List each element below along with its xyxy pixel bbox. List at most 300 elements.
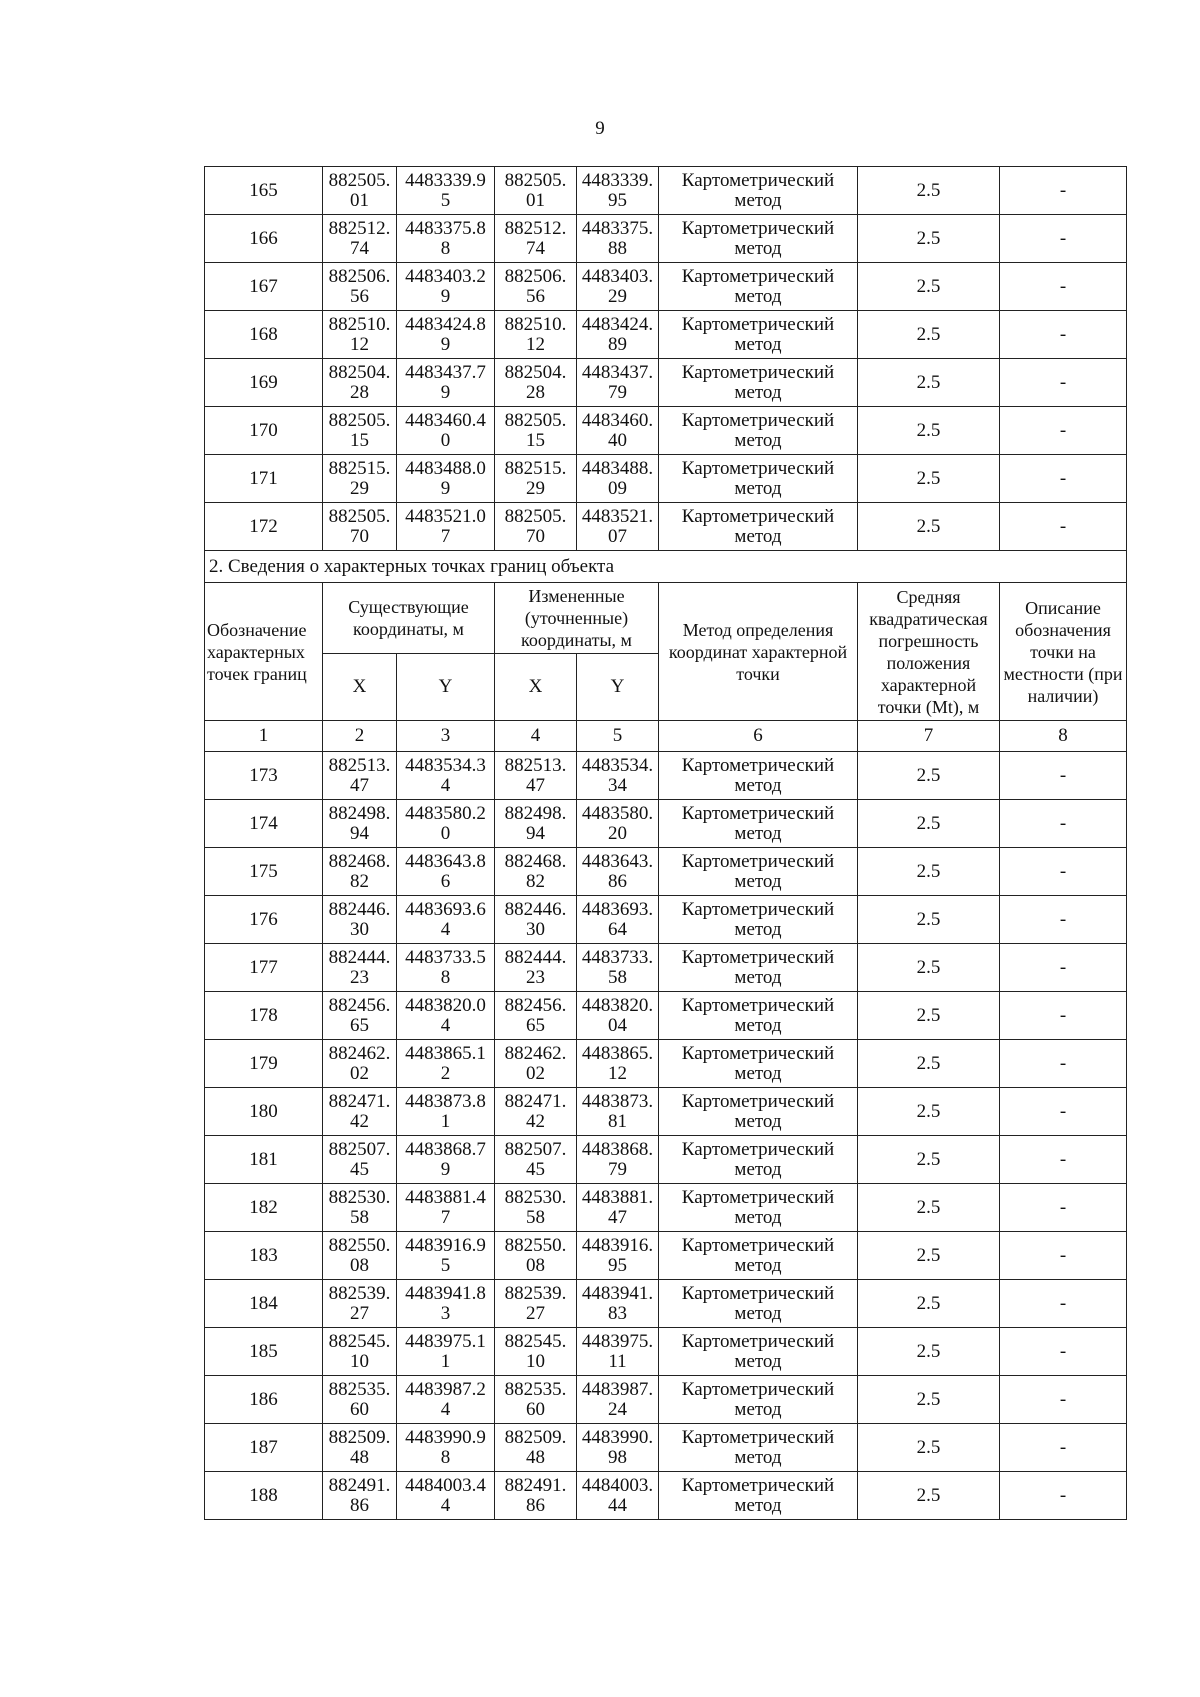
point-number: 169: [205, 359, 323, 407]
existing-x-line2: 08: [350, 1254, 369, 1276]
existing-x: [323, 1088, 397, 1136]
existing-x-line1: 882491.: [328, 1474, 391, 1496]
description-value: -: [1000, 311, 1127, 359]
error-value: 2.5: [858, 359, 1000, 407]
point-number: 183: [205, 1232, 323, 1280]
description-value: -: [1000, 455, 1127, 503]
column-number: 2: [323, 721, 397, 752]
changed-x-line2: 12: [526, 333, 545, 355]
method-line1: Картометрический: [681, 850, 835, 872]
changed-x-line1: 882513.: [504, 754, 567, 776]
changed-x: [495, 1280, 577, 1328]
existing-y-line1: 4483881.4: [405, 1186, 486, 1208]
existing-y-line2: 1: [440, 1110, 451, 1132]
changed-x: [495, 455, 577, 503]
existing-y-line2: 5: [440, 1254, 451, 1276]
existing-x-line1: 882539.: [328, 1282, 391, 1304]
method-line1: Картометрический: [681, 1186, 835, 1208]
existing-y: [397, 263, 495, 311]
existing-x: [323, 1280, 397, 1328]
existing-y: [397, 992, 495, 1040]
table-row: [205, 944, 1127, 992]
existing-y: [397, 503, 495, 551]
existing-x-line1: 882471.: [328, 1090, 391, 1112]
existing-x-line2: 58: [350, 1206, 369, 1228]
point-number: 187: [205, 1424, 323, 1472]
description-value: -: [1000, 167, 1127, 215]
changed-y-line1: 4483424.: [581, 313, 654, 335]
existing-x: [323, 407, 397, 455]
method: [659, 1088, 858, 1136]
changed-x: [495, 1328, 577, 1376]
changed-y: [577, 896, 659, 944]
existing-y-line1: 4483424.8: [405, 313, 486, 335]
existing-x-line1: 882513.: [328, 754, 391, 776]
table-row: [205, 1280, 1127, 1328]
point-number: 166: [205, 215, 323, 263]
description-value: -: [1000, 503, 1127, 551]
changed-x: [495, 1232, 577, 1280]
changed-y-line2: 58: [608, 966, 627, 988]
changed-y-line2: 95: [608, 189, 627, 211]
changed-y-line2: 24: [608, 1398, 627, 1420]
changed-y-line1: 4483375.: [581, 217, 654, 239]
changed-x: [495, 263, 577, 311]
point-number: 172: [205, 503, 323, 551]
existing-y-line1: 4483916.9: [405, 1234, 486, 1256]
changed-y: [577, 1472, 659, 1520]
existing-x: [323, 167, 397, 215]
point-number: 188: [205, 1472, 323, 1520]
method: [659, 455, 858, 503]
existing-x-line1: 882550.: [328, 1234, 391, 1256]
existing-x-line2: 47: [350, 774, 369, 796]
method-line1: Картометрический: [681, 994, 835, 1016]
existing-y-line1: 4483941.8: [405, 1282, 486, 1304]
method-line2: метод: [734, 525, 782, 547]
existing-x: [323, 1376, 397, 1424]
method-line2: метод: [734, 774, 782, 796]
existing-y: [397, 455, 495, 503]
existing-x-line1: 882462.: [328, 1042, 391, 1064]
changed-x-line1: 882498.: [504, 802, 567, 824]
existing-x: [323, 944, 397, 992]
existing-x: [323, 503, 397, 551]
changed-y-line2: 81: [608, 1110, 627, 1132]
changed-x-line1: 882539.: [504, 1282, 567, 1304]
method-line1: Картометрический: [681, 505, 835, 527]
existing-y-line1: 4483820.0: [405, 994, 486, 1016]
method-line1: Картометрический: [681, 1138, 835, 1160]
method-line2: метод: [734, 1158, 782, 1180]
method-line1: Картометрический: [681, 898, 835, 920]
changed-x-line1: 882550.: [504, 1234, 567, 1256]
existing-x-line2: 60: [350, 1398, 369, 1420]
existing-x: [323, 1328, 397, 1376]
existing-x-line1: 882505.: [328, 409, 391, 431]
changed-y: [577, 167, 659, 215]
method-line2: метод: [734, 918, 782, 940]
existing-y-line2: 4: [440, 774, 451, 796]
existing-y: [397, 1376, 495, 1424]
changed-y-line1: 4483693.: [581, 898, 654, 920]
existing-x: [323, 992, 397, 1040]
error-value: 2.5: [858, 407, 1000, 455]
existing-x: [323, 1472, 397, 1520]
changed-y-line1: 4483975.: [581, 1330, 654, 1352]
point-number: 182: [205, 1184, 323, 1232]
point-number: 168: [205, 311, 323, 359]
existing-y-line2: 8: [440, 1446, 451, 1468]
changed-y-line1: 4483987.: [581, 1378, 654, 1400]
point-number: 180: [205, 1088, 323, 1136]
method-line2: метод: [734, 1254, 782, 1276]
method: [659, 503, 858, 551]
existing-y-line1: 4483693.6: [405, 898, 486, 920]
table-row: [205, 503, 1127, 551]
point-number: 174: [205, 800, 323, 848]
existing-x: [323, 1040, 397, 1088]
changed-x-line2: 60: [526, 1398, 545, 1420]
changed-x-line2: 23: [526, 966, 545, 988]
method-line1: Картометрический: [681, 1330, 835, 1352]
existing-x-line1: 882504.: [328, 361, 391, 383]
table-body-bottom: [205, 752, 1127, 1520]
table-row: [205, 407, 1127, 455]
existing-y: [397, 1280, 495, 1328]
existing-y: [397, 1184, 495, 1232]
error-value: 2.5: [858, 800, 1000, 848]
existing-x: [323, 1184, 397, 1232]
changed-y: [577, 311, 659, 359]
description-value: -: [1000, 1472, 1127, 1520]
changed-y-line2: 86: [608, 870, 627, 892]
existing-x-line1: 882506.: [328, 265, 391, 287]
error-value: 2.5: [858, 1376, 1000, 1424]
existing-x-line2: 48: [350, 1446, 369, 1468]
changed-y: [577, 359, 659, 407]
header-point: Обозначение характерных точек границ: [205, 583, 323, 721]
existing-x-line2: 12: [350, 333, 369, 355]
description-value: -: [1000, 407, 1127, 455]
existing-y-line2: 6: [440, 870, 451, 892]
method: [659, 1280, 858, 1328]
existing-x-line2: 23: [350, 966, 369, 988]
point-number: 185: [205, 1328, 323, 1376]
existing-y: [397, 1328, 495, 1376]
existing-x-line2: 29: [350, 477, 369, 499]
description-value: -: [1000, 944, 1127, 992]
changed-y-line1: 4483820.: [581, 994, 654, 1016]
existing-y-line1: 4483987.2: [405, 1378, 486, 1400]
point-number: 167: [205, 263, 323, 311]
existing-y-line2: 1: [440, 1350, 451, 1372]
changed-y-line1: 4483865.: [581, 1042, 654, 1064]
method-line2: метод: [734, 870, 782, 892]
changed-y-line1: 4483990.: [581, 1426, 654, 1448]
column-number: 5: [577, 721, 659, 752]
method-line2: метод: [734, 237, 782, 259]
method: [659, 848, 858, 896]
existing-y-line2: 5: [440, 189, 451, 211]
header-error: Средняя квадратическая погрешность положения характерной точки (Mt), м: [858, 583, 1000, 721]
error-value: 2.5: [858, 896, 1000, 944]
changed-y-line1: 4483733.: [581, 946, 654, 968]
existing-y-line2: 9: [440, 333, 451, 355]
changed-y: [577, 1184, 659, 1232]
changed-x-line2: 74: [526, 237, 545, 259]
changed-y-line1: 4483403.: [581, 265, 654, 287]
existing-x-line1: 882509.: [328, 1426, 391, 1448]
error-value: 2.5: [858, 1328, 1000, 1376]
method: [659, 1424, 858, 1472]
existing-y: [397, 359, 495, 407]
existing-y: [397, 944, 495, 992]
existing-y-line1: 4483375.8: [405, 217, 486, 239]
existing-y-line1: 4483975.1: [405, 1330, 486, 1352]
changed-y-line2: 95: [608, 1254, 627, 1276]
method-line2: метод: [734, 1446, 782, 1468]
method: [659, 1472, 858, 1520]
column-number: 6: [659, 721, 858, 752]
method: [659, 800, 858, 848]
method: [659, 1040, 858, 1088]
changed-y: [577, 1136, 659, 1184]
changed-y-line1: 4483580.: [581, 802, 654, 824]
changed-x-line2: 70: [526, 525, 545, 547]
section-2-header: [205, 551, 1127, 752]
table-row: [205, 167, 1127, 215]
method-line2: метод: [734, 1398, 782, 1420]
method-line1: Картометрический: [681, 1234, 835, 1256]
table-row: [205, 359, 1127, 407]
existing-y-line2: 4: [440, 1494, 451, 1516]
description-value: -: [1000, 1232, 1127, 1280]
changed-x: [495, 1040, 577, 1088]
existing-x-line1: 882510.: [328, 313, 391, 335]
changed-y: [577, 848, 659, 896]
existing-y-line1: 4483521.0: [405, 505, 486, 527]
point-number: 179: [205, 1040, 323, 1088]
point-number: 173: [205, 752, 323, 800]
existing-x-line2: 42: [350, 1110, 369, 1132]
existing-x-line2: 56: [350, 285, 369, 307]
changed-x-line1: 882505.: [504, 505, 567, 527]
method: [659, 167, 858, 215]
changed-x: [495, 944, 577, 992]
changed-y-line2: 83: [608, 1302, 627, 1324]
method: [659, 1136, 858, 1184]
table-row: [205, 1088, 1127, 1136]
point-number: 181: [205, 1136, 323, 1184]
changed-y: [577, 944, 659, 992]
existing-y-line2: 9: [440, 381, 451, 403]
method-line1: Картометрический: [681, 1426, 835, 1448]
changed-x-line2: 27: [526, 1302, 545, 1324]
changed-x: [495, 848, 577, 896]
method-line1: Картометрический: [681, 1090, 835, 1112]
table-row: [205, 752, 1127, 800]
changed-y-line1: 4483868.: [581, 1138, 654, 1160]
changed-y: [577, 407, 659, 455]
existing-x-line1: 882512.: [328, 217, 391, 239]
method-line1: Картометрический: [681, 1378, 835, 1400]
existing-x-line1: 882444.: [328, 946, 391, 968]
changed-x-line1: 882530.: [504, 1186, 567, 1208]
existing-x-line1: 882498.: [328, 802, 391, 824]
method: [659, 896, 858, 944]
table-row: [205, 896, 1127, 944]
table-row: [205, 215, 1127, 263]
changed-x: [495, 311, 577, 359]
method-line2: метод: [734, 1350, 782, 1372]
changed-y-line2: 11: [608, 1350, 627, 1372]
error-value: 2.5: [858, 1424, 1000, 1472]
changed-x-line2: 94: [526, 822, 545, 844]
changed-x: [495, 1184, 577, 1232]
changed-x-line1: 882505.: [504, 169, 567, 191]
description-value: -: [1000, 752, 1127, 800]
table-row: [205, 455, 1127, 503]
method-line2: метод: [734, 285, 782, 307]
error-value: 2.5: [858, 752, 1000, 800]
changed-x-line1: 882444.: [504, 946, 567, 968]
changed-x-line1: 882456.: [504, 994, 567, 1016]
method-line1: Картометрический: [681, 217, 835, 239]
method-line2: метод: [734, 381, 782, 403]
existing-x: [323, 896, 397, 944]
changed-x-line2: 82: [526, 870, 545, 892]
existing-y-line2: 2: [440, 1062, 451, 1084]
table-row: [205, 848, 1127, 896]
changed-y: [577, 800, 659, 848]
method: [659, 1184, 858, 1232]
method-line2: метод: [734, 966, 782, 988]
existing-x-line2: 82: [350, 870, 369, 892]
point-number: 165: [205, 167, 323, 215]
changed-y-line1: 4483339.: [581, 169, 654, 191]
existing-y-line2: 0: [440, 429, 451, 451]
existing-x-line1: 882505.: [328, 169, 391, 191]
error-value: 2.5: [858, 992, 1000, 1040]
method-line1: Картометрический: [681, 1042, 835, 1064]
header-changed-x: X: [495, 654, 577, 721]
existing-x-line2: 02: [350, 1062, 369, 1084]
point-number: 175: [205, 848, 323, 896]
changed-x: [495, 800, 577, 848]
existing-x: [323, 1424, 397, 1472]
error-value: 2.5: [858, 1232, 1000, 1280]
method-line1: Картометрический: [681, 457, 835, 479]
changed-y-line2: 98: [608, 1446, 627, 1468]
page-number: 9: [595, 118, 605, 139]
table-row: [205, 1328, 1127, 1376]
error-value: 2.5: [858, 1136, 1000, 1184]
column-number: 7: [858, 721, 1000, 752]
existing-y-line1: 4483403.2: [405, 265, 486, 287]
method-line1: Картометрический: [681, 361, 835, 383]
method-line1: Картометрический: [681, 802, 835, 824]
existing-y-line1: 4483437.7: [405, 361, 486, 383]
table-row: [205, 992, 1127, 1040]
description-value: -: [1000, 1136, 1127, 1184]
description-value: -: [1000, 1280, 1127, 1328]
changed-x: [495, 896, 577, 944]
error-value: 2.5: [858, 1472, 1000, 1520]
existing-y: [397, 407, 495, 455]
changed-x-line2: 47: [526, 774, 545, 796]
existing-x-line1: 882515.: [328, 457, 391, 479]
changed-y-line2: 40: [608, 429, 627, 451]
changed-y: [577, 215, 659, 263]
changed-y-line1: 4484003.: [581, 1474, 654, 1496]
method-line2: метод: [734, 429, 782, 451]
existing-x: [323, 359, 397, 407]
changed-y: [577, 455, 659, 503]
coordinates-table: [204, 166, 1127, 1520]
existing-y: [397, 1232, 495, 1280]
existing-x-line2: 10: [350, 1350, 369, 1372]
changed-y-line2: 20: [608, 822, 627, 844]
error-value: 2.5: [858, 944, 1000, 992]
description-value: -: [1000, 800, 1127, 848]
error-value: 2.5: [858, 1040, 1000, 1088]
changed-y-line2: 79: [608, 1158, 627, 1180]
changed-x-line1: 882446.: [504, 898, 567, 920]
existing-x: [323, 800, 397, 848]
header-existing-x: X: [323, 654, 397, 721]
changed-x-line2: 15: [526, 429, 545, 451]
existing-x-line2: 15: [350, 429, 369, 451]
table-row: [205, 1136, 1127, 1184]
column-number: 3: [397, 721, 495, 752]
changed-y-line1: 4483881.: [581, 1186, 654, 1208]
existing-y-line1: 4483865.1: [405, 1042, 486, 1064]
existing-x-line2: 74: [350, 237, 369, 259]
changed-x-line1: 882512.: [504, 217, 567, 239]
column-number: 1: [205, 721, 323, 752]
existing-y: [397, 1136, 495, 1184]
existing-y-line1: 4483580.2: [405, 802, 486, 824]
existing-y-line2: 4: [440, 1398, 451, 1420]
changed-x-line2: 65: [526, 1014, 545, 1036]
method: [659, 407, 858, 455]
changed-x-line1: 882515.: [504, 457, 567, 479]
method-line2: метод: [734, 1062, 782, 1084]
point-number: 170: [205, 407, 323, 455]
changed-x: [495, 1472, 577, 1520]
changed-x: [495, 167, 577, 215]
table-body-top: [205, 167, 1127, 551]
method: [659, 215, 858, 263]
existing-x: [323, 1136, 397, 1184]
description-value: -: [1000, 1184, 1127, 1232]
error-value: 2.5: [858, 503, 1000, 551]
changed-x: [495, 992, 577, 1040]
existing-y-line2: 0: [440, 822, 451, 844]
changed-y: [577, 503, 659, 551]
changed-y-line2: 89: [608, 333, 627, 355]
error-value: 2.5: [858, 1280, 1000, 1328]
changed-x: [495, 407, 577, 455]
method: [659, 1328, 858, 1376]
method: [659, 944, 858, 992]
changed-x: [495, 1136, 577, 1184]
changed-y: [577, 1040, 659, 1088]
changed-y-line2: 79: [608, 381, 627, 403]
changed-x: [495, 1088, 577, 1136]
method-line1: Картометрический: [681, 946, 835, 968]
